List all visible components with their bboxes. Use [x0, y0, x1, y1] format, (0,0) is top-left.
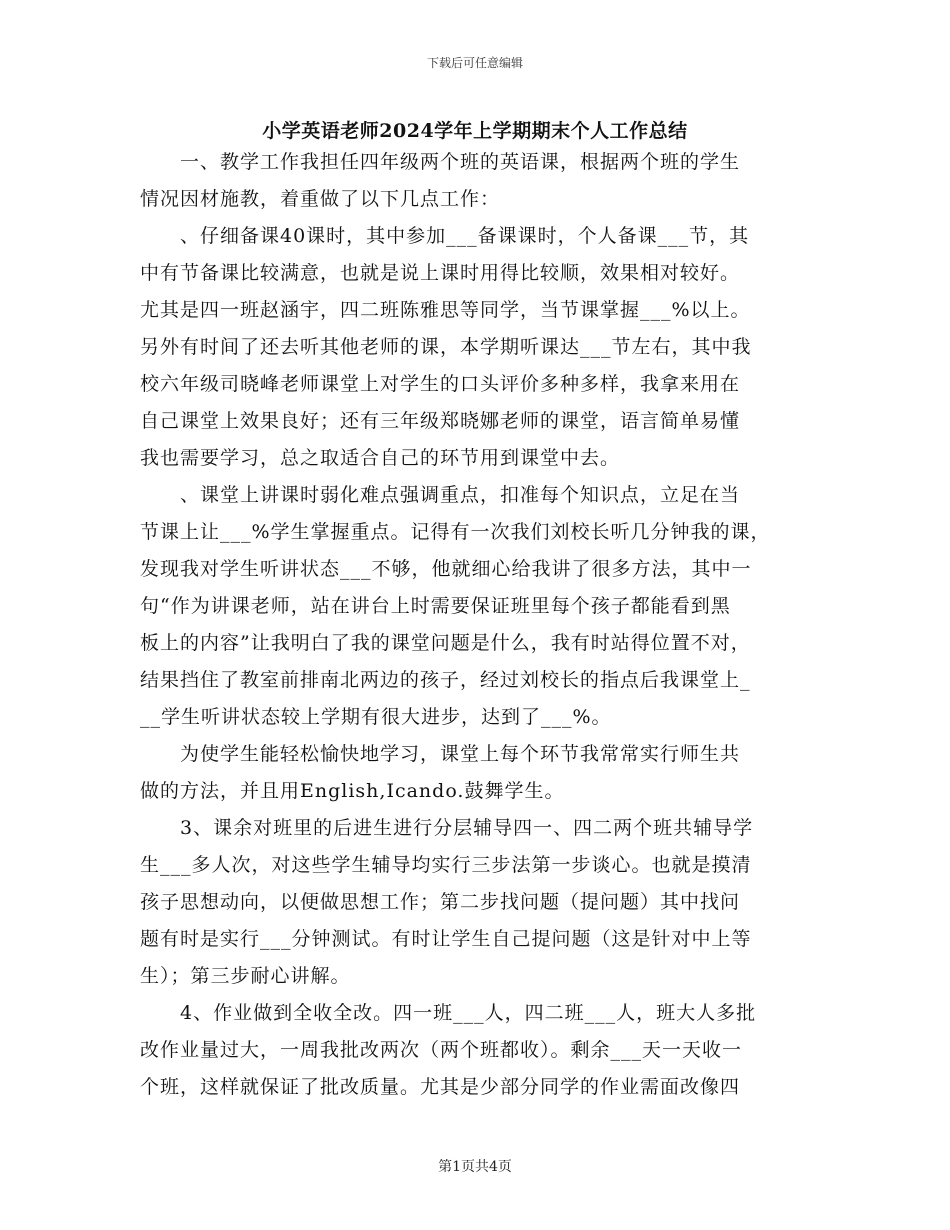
paragraph-line: 板上的内容”让我明白了我的课堂问题是什么，我有时站得位置不对， [140, 632, 751, 654]
document-title: 小学英语老师2024学年上学期期末个人工作总结 [262, 120, 688, 142]
paragraph-line: 中有节备课比较满意，也就是说上课时用得比较顺，效果相对较好。 [140, 262, 741, 284]
paragraph-line: __学生听讲状态较上学期有很大进步，达到了___%。 [140, 706, 612, 728]
paragraph-line: 生___多人次，对这些学生辅导均实行三步法第一步谈心。也就是摸清 [140, 854, 752, 876]
paragraph-line: 发现我对学生听讲状态___不够，他就细心给我讲了很多方法，其中一 [140, 558, 752, 580]
paragraph-line: 另外有时间了还去听其他老师的课，本学期听课达___节左右，其中我 [140, 336, 752, 358]
document-body [140, 144, 820, 1106]
paragraph-line: 一、教学工作我担任四年级两个班的英语课，根据两个班的学生 [180, 151, 741, 173]
paragraph-line: 改作业量过大，一周我批改两次（两个班都收）。剩余___天一天收一 [140, 1039, 743, 1061]
paragraph-line: 题有时是实行___分钟测试。有时让学生自己提问题（这是针对中上等 [140, 928, 752, 950]
paragraph-line: 我也需要学习，总之取适合自己的环节用到课堂中去。 [140, 447, 621, 469]
paragraph-line: 做的方法，并且用English,Icando.鼓舞学生。 [140, 780, 565, 802]
header-note: 下载后可任意编辑 [426, 56, 523, 70]
paragraph-line: 3、课余对班里的后进生进行分层辅导四一、四二两个班共辅导学 [180, 817, 754, 839]
paragraph-line: 孩子思想动向，以便做思想工作；第二步找问题（提问题）其中找问 [140, 891, 741, 913]
paragraph-line: 句“作为讲课老师，站在讲台上时需要保证班里每个孩子都能看到黑 [140, 595, 731, 617]
paragraph-line: 自己课堂上效果良好；还有三年级郑晓娜老师的课堂，语言简单易懂 [140, 410, 741, 432]
paragraph-line: 个班，这样就保证了批改质量。尤其是少部分同学的作业需面改像四 [140, 1076, 741, 1098]
paragraph-line: 校六年级司晓峰老师课堂上对学生的口头评价多种多样，我拿来用在 [140, 373, 741, 395]
paragraph-line: 4、作业做到全收全改。四一班___人，四二班___人，班大人多批 [180, 1002, 757, 1024]
paragraph-line: 生）；第三步耐心讲解。 [140, 965, 351, 987]
page-number-footer: 第1页共4页 [438, 1159, 512, 1175]
paragraph-line: 情况因材施教，着重做了以下几点工作： [140, 188, 501, 210]
paragraph-line: 节课上让___%学生掌握重点。记得有一次我们刘校长听几分钟我的课， [140, 521, 771, 543]
paragraph-line: 尤其是四一班赵涵宇，四二班陈雅思等同学，当节课掌握___%以上。 [140, 299, 751, 321]
paragraph-line: 、课堂上讲课时弱化难点强调重点，扣准每个知识点，立足在当 [180, 484, 741, 506]
paragraph-line: 、仔细备课40课时，其中参加___备课课时，个人备课___节，其 [180, 225, 750, 247]
paragraph-line: 为使学生能轻松愉快地学习，课堂上每个环节我常常实行师生共 [180, 743, 741, 765]
paragraph-line: 结果挡住了教室前排南北两边的孩子，经过刘校长的指点后我课堂上_ [140, 669, 751, 691]
